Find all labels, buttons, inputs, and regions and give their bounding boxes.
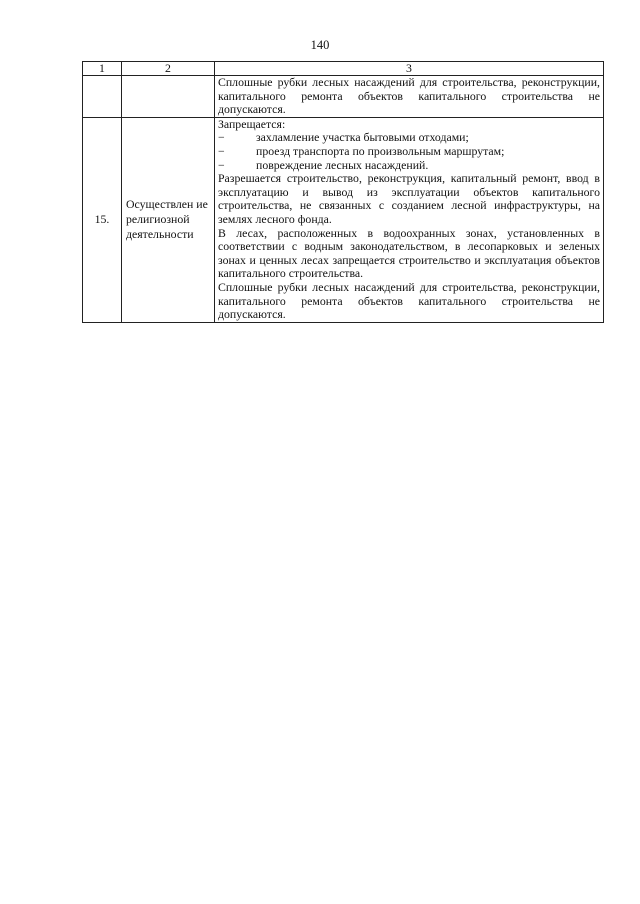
continuation-name-cell — [122, 76, 215, 118]
regulations-cell — [215, 117, 604, 322]
continuation-text-cell — [215, 76, 604, 118]
dash-bullet: − — [218, 143, 225, 158]
prohibited-item-text: захламление участка бытовыми отходами; — [256, 130, 469, 145]
clear-cutting-paragraph: Сплошные рубки лесных насаждений для строительства, реконструкции, капитального ремонта объектов капитального строительства не допускаются. — [218, 279, 600, 322]
page-number: 140 — [310, 38, 330, 52]
column-header-1: 1 — [83, 62, 122, 76]
column-header-2: 2 — [122, 62, 215, 76]
table-header-row — [83, 62, 604, 76]
activity-name: Осуществлен ие религиозной деятельности — [122, 117, 215, 322]
prohibited-item-text: повреждение лесных насаждений. — [256, 157, 429, 172]
dash-bullet: − — [218, 157, 225, 172]
prohibited-item-text: проезд транспорта по произвольным маршрутам; — [256, 143, 505, 158]
column-header-3: 3 — [215, 62, 604, 76]
prohibited-item — [218, 159, 600, 173]
continuation-text: Сплошные рубки лесных насаждений для строительства, реконструкции, капитального ремонта объектов капитального строительства не допускаются. — [218, 75, 600, 117]
regulations-table — [82, 61, 604, 323]
row-number: 15. — [83, 117, 122, 322]
table-row-continuation — [83, 76, 604, 118]
prohibited-item — [218, 131, 600, 145]
continuation-number-cell — [83, 76, 122, 118]
prohibited-heading: Запрещается: — [218, 116, 286, 131]
dash-bullet: − — [218, 130, 225, 145]
water-zones-paragraph: В лесах, расположенных в водоохранных зонах, установленных в соответствии с водным законодательством, в лесопарковых и зеленых зонах и ценных лесах запрещается строительство и эксплуатация объектов капитального строительства. — [218, 225, 600, 281]
table-row-15 — [83, 117, 604, 322]
prohibited-item — [218, 145, 600, 159]
permitted-paragraph: Разрешается строительство, реконструкция, капитальный ремонт, ввод в эксплуатацию и вывод из эксплуатации объектов капитального строительства, не связанных с созданием лесной инфраструктуры, на землях лесного фонда. — [218, 171, 600, 226]
